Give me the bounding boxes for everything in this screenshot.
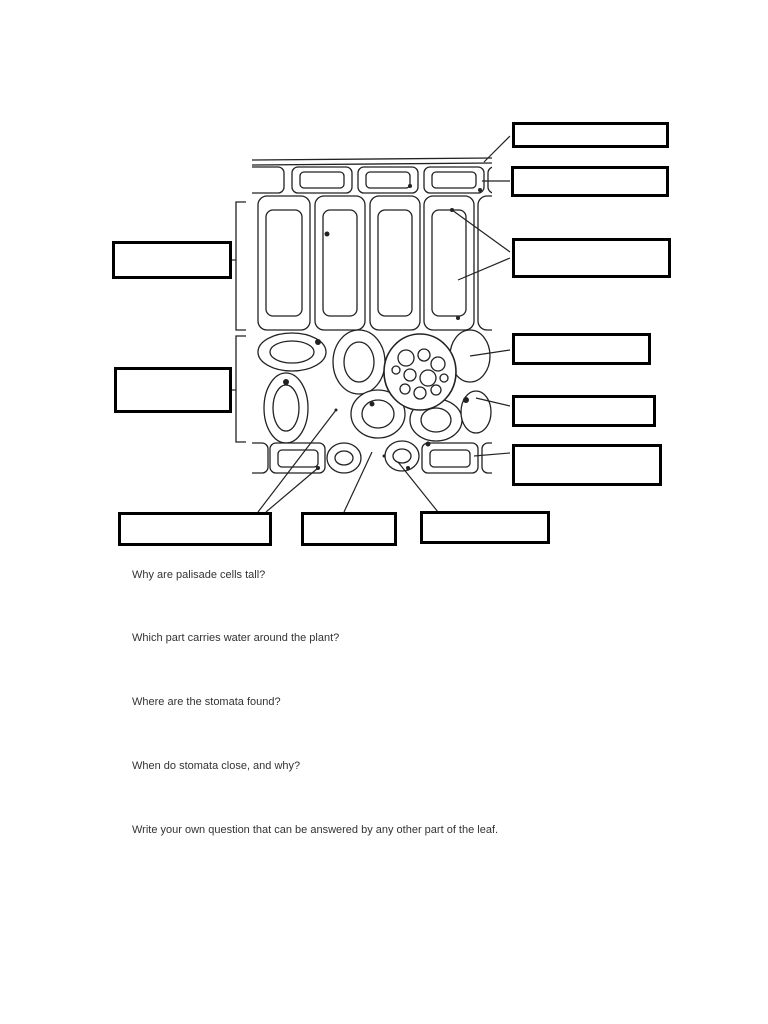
question-4: When do stomata close, and why?: [132, 760, 301, 772]
upper-epidermis: [240, 167, 518, 193]
vascular-bundle: [384, 334, 456, 410]
question-5: Write your own question that can be answered by any other part of the leaf.: [132, 824, 499, 836]
blank-label-box[interactable]: [114, 367, 232, 413]
question-3: Where are the stomata found?: [132, 696, 281, 708]
blank-label-box[interactable]: [118, 512, 272, 546]
palisade-layer: [258, 196, 504, 330]
spongy-layer: [258, 330, 491, 443]
blank-label-box[interactable]: [512, 444, 662, 486]
blank-label-box[interactable]: [420, 511, 550, 544]
blank-label-box[interactable]: [301, 512, 397, 546]
lower-epidermis: [240, 441, 512, 473]
blank-label-box[interactable]: [511, 166, 669, 197]
bracket: [236, 202, 246, 442]
question-1: Why are palisade cells tall?: [132, 569, 266, 581]
blank-label-box[interactable]: [512, 333, 651, 365]
blank-label-box[interactable]: [512, 238, 671, 278]
cuticle: [252, 158, 492, 160]
blank-label-box[interactable]: [512, 395, 656, 427]
blank-label-box[interactable]: [512, 122, 669, 148]
question-2: Which part carries water around the plant?: [132, 632, 340, 644]
blank-label-box[interactable]: [112, 241, 232, 279]
